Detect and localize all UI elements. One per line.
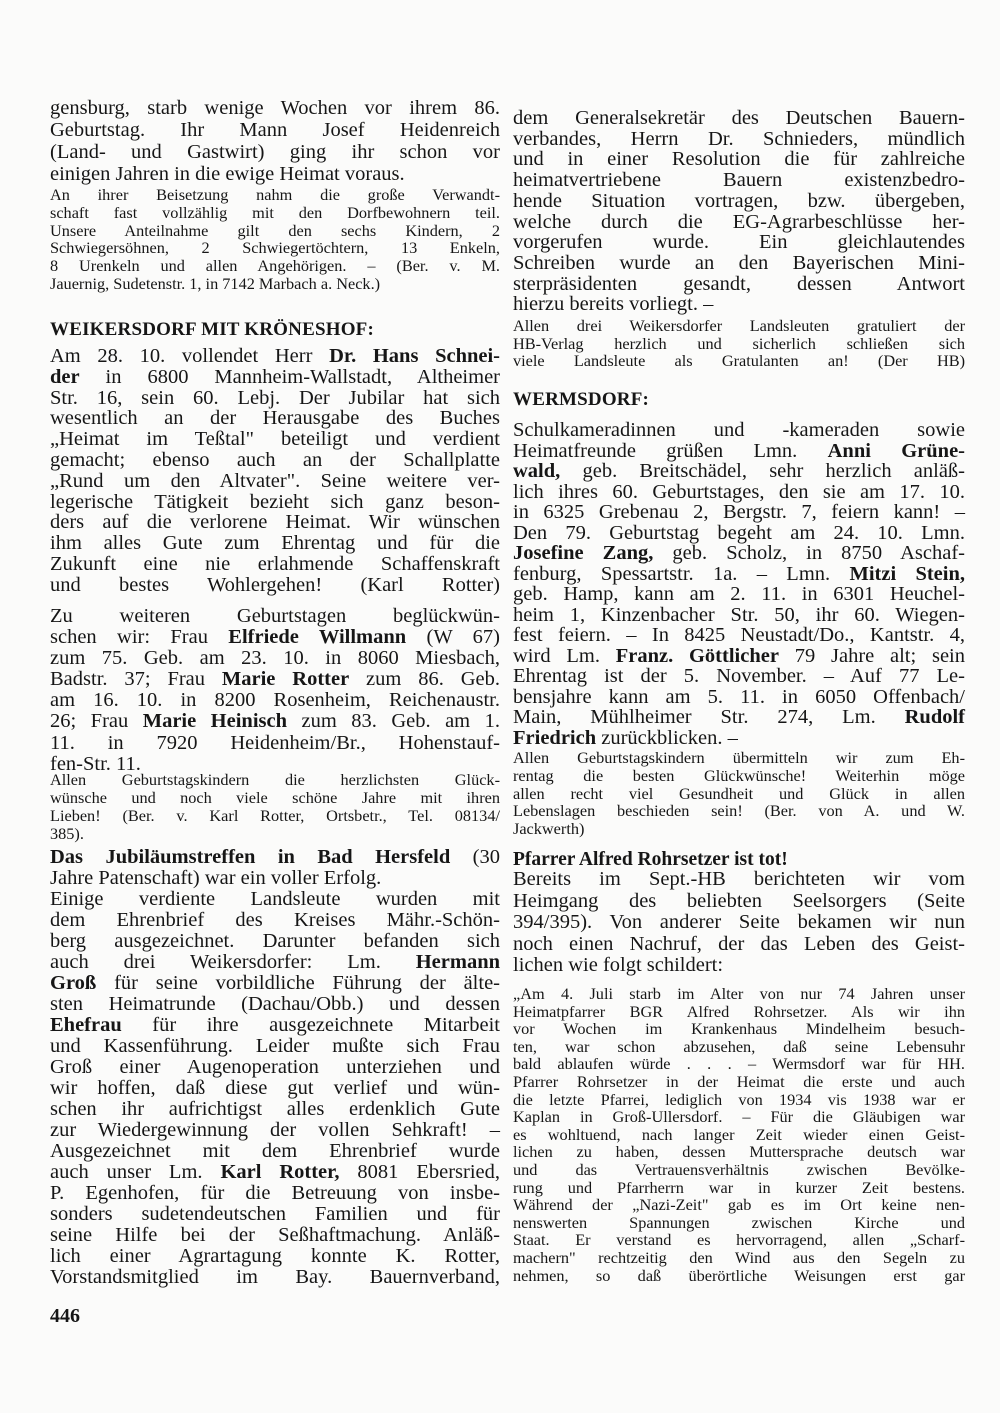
text: Heimatpfarrer BGR Alfred Rohrsetzer. Als wir ihn bbox=[513, 1001, 965, 1021]
text-line bbox=[50, 606, 500, 627]
text: ihm alles Gute zum Ehrentag und für die bbox=[50, 532, 500, 555]
text: Den 79. Geburtstag begeht am 24. 10. Lmn. bbox=[513, 521, 965, 544]
text: Badstr. 37; Frau bbox=[50, 668, 222, 691]
paragraph bbox=[50, 346, 500, 596]
paragraph bbox=[513, 108, 965, 315]
text-line bbox=[50, 868, 500, 889]
text: wesentlich an der Herausgabe des Buches bbox=[50, 407, 500, 430]
bold-name: Marie Rotter bbox=[221, 668, 350, 691]
paragraph bbox=[50, 771, 500, 843]
text: gensburg, starb wenige Wochen vor ihrem 86. bbox=[50, 97, 500, 119]
text-line bbox=[513, 1179, 965, 1197]
text-line bbox=[513, 666, 965, 687]
text: Staat. Er verstand es hervorragend, allen „Scharf- bbox=[513, 1230, 965, 1250]
text: zurückblicken. – bbox=[596, 726, 738, 749]
text: Vorstandsmitglied im Bay. Bauernverband, bbox=[50, 1266, 500, 1288]
text-line bbox=[50, 388, 500, 409]
text: ten, war schon abzusehen, daß seine Lebensuhr bbox=[513, 1036, 965, 1056]
text: auch drei Weikersdorfer: Lm. bbox=[50, 951, 416, 973]
text: auch unser Lm. bbox=[50, 1161, 221, 1183]
text-line bbox=[50, 627, 500, 648]
text-line bbox=[513, 1108, 965, 1126]
text-line bbox=[513, 1073, 965, 1091]
text-line bbox=[50, 711, 500, 732]
text: in 6325 Grebenau 2, Bergstr. 7, feiern kann! – bbox=[513, 501, 965, 523]
text: Zu weiteren Geburtstagen beglückwün- bbox=[50, 605, 500, 627]
text-line bbox=[50, 1120, 500, 1141]
text: P. Egenhofen, für die Betreuung von insbe- bbox=[50, 1182, 500, 1204]
text-line bbox=[513, 1055, 965, 1073]
text-line bbox=[513, 955, 965, 977]
text: schen ihr aufrichtigst alles erdenklich Gute bbox=[50, 1098, 500, 1120]
text: für seine vorbildliche Führung der älte- bbox=[96, 972, 500, 994]
text: Schulkameradinnen und -kameraden sowie bbox=[513, 419, 965, 441]
text-line bbox=[50, 1078, 500, 1099]
section-heading: WERMSDORF: bbox=[513, 389, 650, 410]
text: Schreiben wurde an den Bayerischen Mini- bbox=[513, 251, 965, 274]
text-line bbox=[513, 749, 965, 767]
text: 8081 Ebersried, bbox=[339, 1161, 500, 1183]
text: für ihre ausgezeichnete Mitarbeit bbox=[121, 1014, 500, 1036]
bold-name: Karl Rotter, bbox=[220, 1161, 340, 1183]
text: hierzu bereits vorliegt. – bbox=[513, 293, 714, 316]
paragraph bbox=[50, 186, 500, 293]
text-line bbox=[50, 222, 500, 240]
text: Während der „Nazi-Zeit" gab es im Ort keine nen- bbox=[513, 1195, 965, 1215]
text-line bbox=[50, 367, 500, 388]
paragraph bbox=[50, 97, 500, 185]
text-line bbox=[513, 1196, 965, 1214]
text: legerische Tätigkeit bezieht sich ganz beson- bbox=[50, 490, 500, 513]
text: Main, Mühlheimer Str. 274, Lm. bbox=[513, 706, 905, 728]
text: Schwiegersöhnen, 2 Schwiegertöchtern, 13 Enkeln, bbox=[50, 238, 500, 258]
bold-name: der bbox=[50, 365, 80, 388]
text-line bbox=[513, 707, 965, 728]
text-line bbox=[513, 1161, 965, 1179]
text: Am 28. 10. vollendet Herr bbox=[50, 345, 330, 367]
text-line bbox=[513, 461, 965, 482]
text: zum 86. Geb. bbox=[349, 668, 500, 691]
text-line bbox=[50, 1036, 500, 1057]
text: allen recht viel Gesundheit und Glück in allen bbox=[513, 783, 965, 803]
text-line bbox=[513, 625, 965, 646]
text: dem Generalsekretär des Deutschen Bauern- bbox=[513, 107, 965, 129]
text: Lieben! (Ber. v. Karl Rotter, Ortsbetr., Tel. 08134/ bbox=[50, 806, 500, 825]
text: Jackwerth) bbox=[513, 819, 585, 838]
text: geb. Hamp, kann am 2. 11. in 6301 Heuchel- bbox=[513, 583, 965, 605]
heading-block bbox=[50, 318, 500, 342]
text-line bbox=[513, 191, 965, 212]
text-line bbox=[513, 212, 965, 233]
text-line bbox=[50, 119, 500, 141]
text: fen-Str. 11. bbox=[50, 752, 141, 775]
text-line bbox=[50, 512, 500, 533]
text-line bbox=[513, 564, 965, 585]
text: Str. 16, sein 60. Lebj. Der Jubilar hat sich bbox=[50, 386, 500, 409]
text-line bbox=[50, 1183, 500, 1204]
text-line bbox=[513, 1038, 965, 1056]
text-line bbox=[50, 239, 500, 257]
paragraph bbox=[50, 606, 500, 775]
text: lich einer Agrartagung konnte K. Rotter, bbox=[50, 1245, 500, 1267]
text: und Kassenführung. Leider mußte sich Frau bbox=[50, 1035, 500, 1057]
text-line bbox=[50, 257, 500, 275]
text: machern" rechtzeitig den Wind aus den Segeln zu bbox=[513, 1247, 965, 1267]
text: 394/395). Von anderer Seite bekamen wir nun bbox=[513, 911, 965, 933]
text-line bbox=[513, 1143, 965, 1161]
text: wir hoffen, daß diese gut verlief und wün- bbox=[50, 1077, 500, 1099]
text-line bbox=[513, 352, 965, 370]
text-line bbox=[513, 1091, 965, 1109]
text-line bbox=[50, 533, 500, 554]
text-line bbox=[513, 728, 965, 749]
text-line bbox=[513, 1249, 965, 1267]
text-line bbox=[50, 204, 500, 222]
text: geb. Breitschädel, sehr herzlich anläß- bbox=[560, 460, 965, 482]
text-line bbox=[513, 482, 965, 503]
text: Kaplan in Groß-Ullersdorf. – Für die Gläubigen war bbox=[513, 1107, 965, 1127]
text-line bbox=[513, 802, 965, 820]
page-number: 446 bbox=[50, 1305, 80, 1327]
text: es wohltuend, nach langer Zeit wieder einen Geist- bbox=[513, 1124, 965, 1144]
text-line bbox=[513, 543, 965, 564]
bold-name: Dr. Hans Schnei- bbox=[329, 345, 500, 367]
text-line bbox=[513, 129, 965, 150]
text: berg ausgezeichnet. Darunter befanden sich bbox=[50, 930, 500, 952]
text: lichen zu haben, dessen Muttersprache deutsch war bbox=[513, 1142, 965, 1162]
text-line bbox=[50, 931, 500, 952]
text: lichen wie folgt schildert: bbox=[513, 954, 724, 976]
text-line bbox=[50, 952, 500, 973]
bold-name: Rudolf bbox=[904, 706, 965, 728]
text: Allen Geburtstagskindern übermitteln wir zum Eh- bbox=[513, 748, 965, 767]
text: und in einer Resolution die für zahlreiche bbox=[513, 148, 965, 171]
text-line bbox=[50, 450, 500, 471]
text: in 6800 Mannheim-Wallstadt, Altheimer bbox=[79, 365, 500, 388]
text-line bbox=[50, 910, 500, 931]
text-line bbox=[513, 934, 965, 956]
text-line bbox=[513, 149, 965, 170]
text-line bbox=[50, 733, 500, 754]
text-line bbox=[513, 232, 965, 253]
text-line bbox=[50, 1204, 500, 1225]
paragraph bbox=[513, 749, 965, 838]
bold-name: Franz. Göttlicher bbox=[615, 644, 779, 667]
text-line bbox=[513, 1020, 965, 1038]
bold-name: Groß bbox=[50, 972, 97, 994]
text-line bbox=[513, 687, 965, 708]
text: Zukunft eine nie erlahmende Schaffenskraft bbox=[50, 552, 500, 575]
text: noch einen Nachruf, der das Leben des Geist- bbox=[513, 932, 965, 955]
text-line bbox=[50, 1141, 500, 1162]
text: 26; Frau bbox=[50, 710, 143, 733]
text-line bbox=[50, 429, 500, 450]
bold-name: Hermann bbox=[415, 951, 500, 973]
text-line bbox=[513, 1126, 965, 1144]
text-line bbox=[50, 889, 500, 910]
text-line bbox=[513, 1214, 965, 1232]
bold-name: Marie Heinisch bbox=[142, 710, 287, 733]
text: nehmen, so daß überörtliche Weisungen erst gar bbox=[513, 1265, 965, 1285]
text-line bbox=[513, 420, 965, 441]
text-line bbox=[50, 275, 500, 293]
text-line bbox=[513, 108, 965, 129]
text: schen wir: Frau bbox=[50, 626, 229, 649]
bold-name: Ehefrau bbox=[50, 1014, 122, 1036]
text-line bbox=[50, 825, 500, 843]
bold-name: Elfriede Willmann bbox=[228, 626, 407, 649]
bold-name: Friedrich bbox=[513, 726, 597, 749]
text-line bbox=[513, 891, 965, 913]
paragraph bbox=[50, 847, 500, 1288]
text: viele Landsleute als Gratulanten an! (Der HB) bbox=[513, 351, 965, 370]
text: fenburg, Spessartstr. 1a. – Lmn. bbox=[513, 562, 850, 585]
text: (30 bbox=[450, 846, 500, 868]
section-heading: Pfarrer Alfred Rohrsetzer ist tot! bbox=[513, 849, 788, 870]
text-line bbox=[50, 346, 500, 367]
text: 11. in 7920 Heidenheim/Br., Hohenstauf- bbox=[50, 731, 500, 754]
bold-name: Das Jubiläumstreffen in Bad Hersfeld bbox=[50, 846, 451, 868]
text: seine Hilfe bei der Seßhaftmachung. Anläß- bbox=[50, 1224, 500, 1246]
text: Ehrentag ist der 5. November. – Auf 77 Le- bbox=[513, 665, 965, 687]
text-line bbox=[50, 789, 500, 807]
text: sonders sudetendeutschen Familien und für bbox=[50, 1203, 500, 1225]
bold-name: Mitzi Stein, bbox=[849, 562, 965, 585]
text: nenswerten Spannungen zwischen Kirche und bbox=[513, 1212, 965, 1232]
text: 79 Jahre alt; sein bbox=[778, 644, 965, 667]
text: Allen Geburtstagskindern die herzlichsten Glück- bbox=[50, 770, 500, 789]
text-line bbox=[50, 1267, 500, 1288]
text-line bbox=[50, 554, 500, 575]
text-line bbox=[50, 771, 500, 789]
text-line bbox=[50, 408, 500, 429]
text: lich ihres 60. Geburtstages, den sie am 17. 10. bbox=[513, 480, 965, 503]
text: Pfarrer Rohrsetzer in der Heimat die erste und auch bbox=[513, 1071, 965, 1091]
text-line bbox=[50, 163, 500, 185]
text: vor Wochen im Krankenhaus Mindelheim besuch- bbox=[513, 1019, 965, 1039]
text-line bbox=[513, 294, 965, 315]
text: „Am 4. Juli starb im Alter von nur 74 Jahren unser bbox=[513, 984, 965, 1003]
text-line bbox=[513, 820, 965, 838]
text: Heimatfreunde grüßen Lmn. bbox=[513, 439, 828, 462]
bold-name: Josefine Zang, bbox=[513, 542, 654, 564]
text: Geburtstag. Ihr Mann Josef Heidenreich bbox=[50, 119, 500, 141]
text: gemacht; ebenso auch an der Schallplatte bbox=[50, 448, 500, 471]
text-line bbox=[50, 669, 500, 690]
text: heimatvertriebene Bauern existenzbedro- bbox=[513, 169, 965, 192]
text-line bbox=[50, 471, 500, 492]
text-line bbox=[513, 1267, 965, 1285]
text: Jauernig, Sudetenstr. 1, in 7142 Marbach a. Neck.) bbox=[50, 273, 381, 293]
bold-name: Anni Grüne- bbox=[827, 439, 966, 462]
text-line bbox=[513, 767, 965, 785]
text: (W 67) bbox=[406, 626, 500, 649]
text-line bbox=[513, 584, 965, 605]
paragraph bbox=[513, 985, 965, 1284]
text-line bbox=[50, 847, 500, 868]
text: Einige verdiente Landsleute wurden mit bbox=[50, 888, 500, 910]
text: hende Situation vortragen, bzw. übergeben, bbox=[513, 189, 965, 212]
text: rentag die besten Glückwünsche! Weiterhin möge bbox=[513, 765, 965, 785]
text-line bbox=[513, 441, 965, 462]
text-line bbox=[513, 985, 965, 1003]
text-line bbox=[50, 141, 500, 163]
text: wird Lm. bbox=[513, 644, 616, 667]
text-line bbox=[513, 170, 965, 191]
text-line bbox=[513, 646, 965, 667]
text: „Rund um den Altvater". Seine weitere ver- bbox=[50, 469, 500, 492]
bold-name: wald, bbox=[513, 460, 561, 482]
text-line bbox=[50, 575, 500, 596]
text: rung und Pfarrherrn war in kurzer Zeit bestens. bbox=[513, 1177, 965, 1197]
text-line bbox=[50, 1246, 500, 1267]
text-line bbox=[50, 1057, 500, 1078]
text: (Land- und Gastwirt) ging ihr schon vor bbox=[50, 141, 500, 163]
text-line bbox=[50, 186, 500, 204]
section-heading: WEIKERSDORF MIT KRÖNESHOF: bbox=[50, 319, 375, 340]
text: Allen drei Weikersdorfer Landsleuten gratuliert der bbox=[513, 316, 965, 335]
text-line bbox=[513, 912, 965, 934]
text-line bbox=[50, 1099, 500, 1120]
text: und das Vertrauensverhältnis zwischen Bevölke- bbox=[513, 1159, 965, 1179]
text: HB-Verlag herzlich und sicherlich schließen sich bbox=[513, 333, 965, 353]
text: „Heimat im Teßtal" beteiligt und verdient bbox=[50, 428, 500, 451]
text: bensjahre kann am 5. 11. in 6050 Offenbach/ bbox=[513, 685, 965, 708]
text: Heimgang des beliebten Seelsorgers (Seite bbox=[513, 889, 965, 912]
text: ders auf die verlorene Heimat. Wir wünschen bbox=[50, 511, 500, 534]
text-line bbox=[50, 807, 500, 825]
text-line bbox=[513, 869, 965, 891]
text-line bbox=[50, 97, 500, 119]
text: zum 75. Geb. am 23. 10. in 8060 Miesbach, bbox=[50, 647, 500, 670]
text: sterpräsidenten gesandt, dessen Antwort bbox=[513, 272, 965, 295]
text-line bbox=[513, 1003, 965, 1021]
text-line bbox=[513, 335, 965, 353]
text: am 16. 10. in 8200 Rosenheim, Reichenaustr. bbox=[50, 689, 500, 712]
text-line bbox=[50, 994, 500, 1015]
text-line bbox=[513, 785, 965, 803]
text-line bbox=[50, 973, 500, 994]
text: sten Heimatrunde (Dachau/Obb.) und dessen bbox=[50, 993, 500, 1015]
text: Ausgezeichnet mit dem Ehrenbrief wurde bbox=[50, 1140, 500, 1162]
paragraph bbox=[513, 317, 965, 370]
text-line bbox=[513, 274, 965, 295]
text: welche durch die EG-Agrarbeschlüsse her- bbox=[513, 210, 965, 233]
heading-block bbox=[513, 388, 965, 412]
text: Jahre Patenschaft) war ein voller Erfolg. bbox=[50, 867, 382, 889]
text: dem Ehrenbrief des Kreises Mähr.-Schön- bbox=[50, 909, 500, 931]
paragraph bbox=[513, 869, 965, 977]
text-line bbox=[513, 317, 965, 335]
text: Unsere Anteilnahme gilt den sechs Kindern, 2 bbox=[50, 220, 500, 240]
text: zur Wiedergewinnung der vollen Sehkraft! – bbox=[50, 1119, 500, 1141]
text: 385). bbox=[50, 824, 84, 843]
text: Bereits im Sept.-HB berichteten wir vom bbox=[513, 868, 965, 890]
text-line bbox=[50, 690, 500, 711]
text: vorgerufen wurde. Ein gleichlautendes bbox=[513, 231, 965, 254]
text-line bbox=[513, 605, 965, 626]
text-line bbox=[50, 648, 500, 669]
text: schaft fast vollzählig mit den Dorfbewohnern teil. bbox=[50, 202, 500, 222]
text: und bestes Wohlergehen! (Karl Rotter) bbox=[50, 573, 500, 596]
text: heim 1, Kinzenbacher Str. 50, ihr 60. Wiegen- bbox=[513, 603, 965, 626]
text: An ihrer Beisetzung nahm die große Verwandt- bbox=[50, 185, 500, 204]
text-line bbox=[513, 253, 965, 274]
text-line bbox=[50, 492, 500, 513]
text: einigen Jahren in die ewige Heimat voraus. bbox=[50, 163, 405, 185]
paragraph bbox=[513, 420, 965, 748]
text: Lebenslagen beschieden sein! (Ber. von A. und W. bbox=[513, 801, 965, 821]
text: wünsche und noch viele schöne Jahre mit ihren bbox=[50, 788, 500, 807]
text: die letzte Pfarrei, lediglich von 1934 vis 1938 war er bbox=[513, 1089, 965, 1109]
text: zum 83. Geb. am 1. bbox=[287, 710, 500, 733]
text-line bbox=[513, 1231, 965, 1249]
text-line bbox=[50, 1162, 500, 1183]
text: verbandes, Herrn Dr. Schnieders, mündlich bbox=[513, 127, 965, 150]
text: bald ablaufen würde . . . – Wermsdorf war für HH. bbox=[513, 1054, 965, 1074]
text-line bbox=[50, 1225, 500, 1246]
text-line bbox=[513, 502, 965, 523]
text: fest feiern. – In 8425 Neustadt/Do., Kantstr. 4, bbox=[513, 624, 965, 646]
text-line bbox=[50, 1015, 500, 1036]
text: geb. Scholz, in 8750 Aschaf- bbox=[653, 542, 965, 564]
text: 8 Urenkeln und allen Angehörigen. – (Ber. v. M. bbox=[50, 256, 500, 276]
text-line bbox=[513, 523, 965, 544]
text: Groß einer Augenoperation unterziehen und bbox=[50, 1056, 500, 1078]
